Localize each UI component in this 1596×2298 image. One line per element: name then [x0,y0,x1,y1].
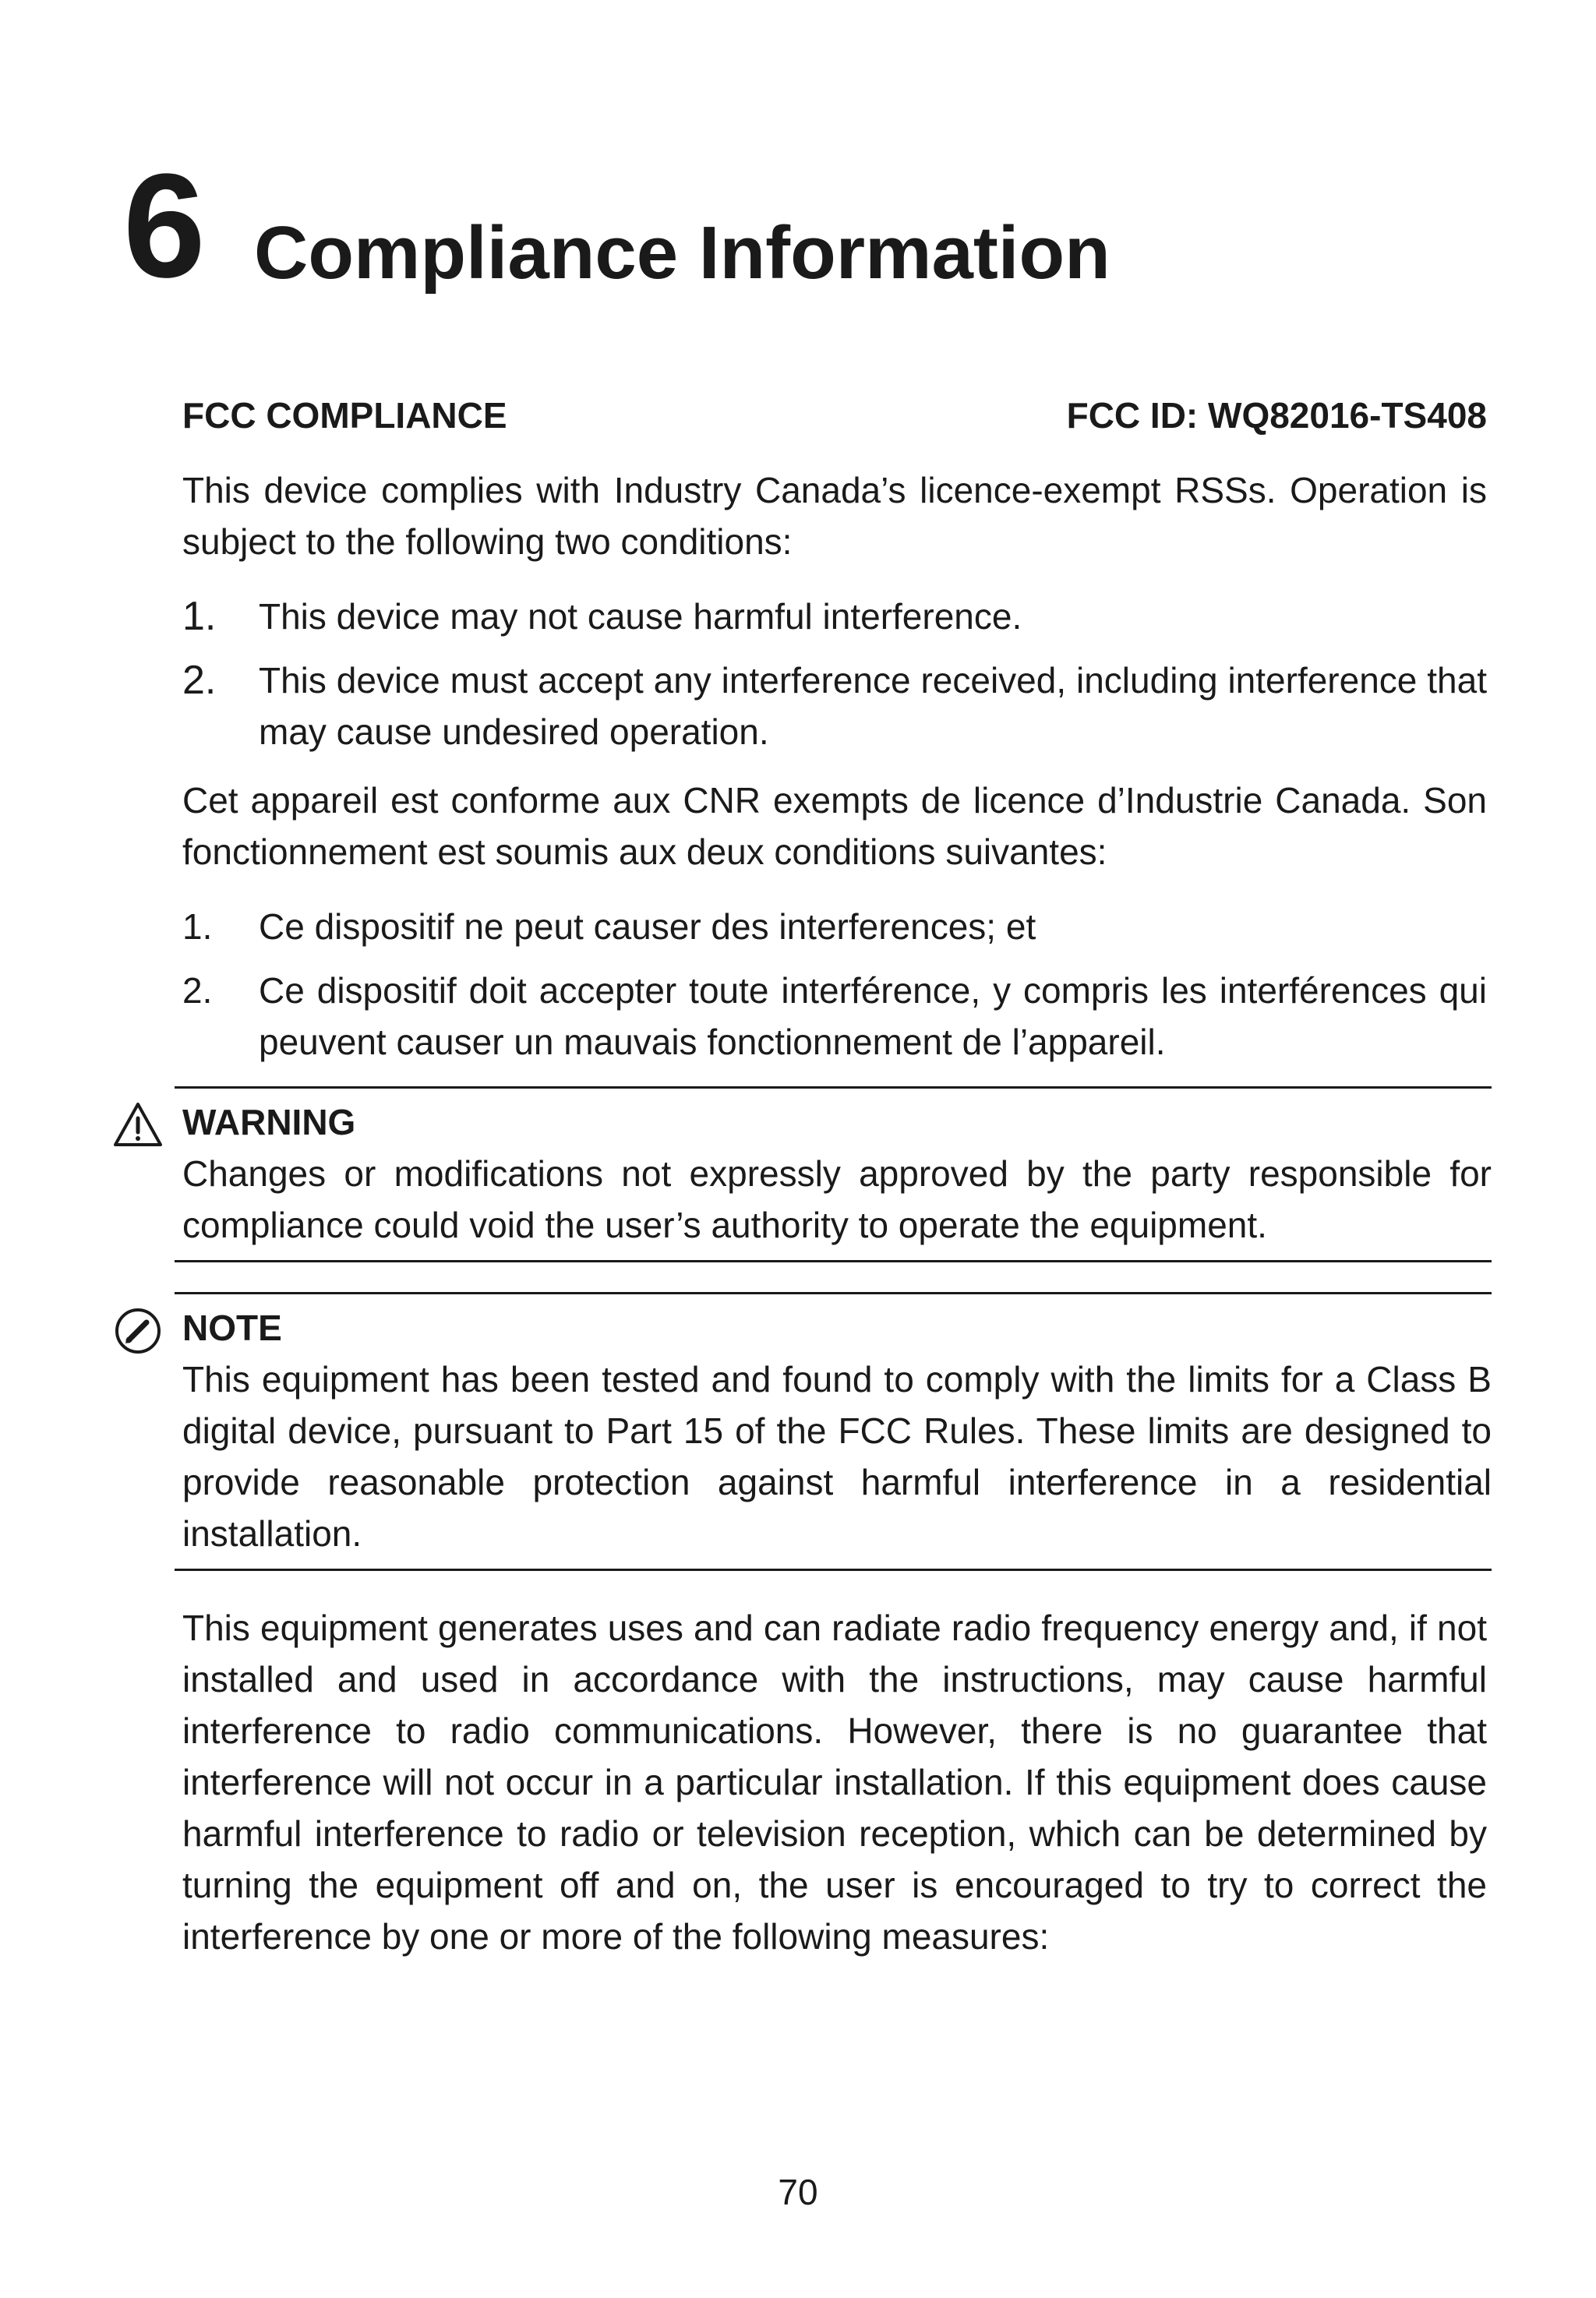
list-item-number: 1. [182,594,217,639]
note-text: This equipment has been tested and found to comply with the limits for a Class B digital device, pursuant to Part 15 of the FCC Rules. These limits are designed to provide reasonable protection against harmful interference in a residential installation. [182,1359,1492,1554]
english-conditions-list [182,591,1487,757]
fcc-compliance-heading: FCC COMPLIANCE [182,395,507,436]
fcc-id-label: FCC ID: WQ82016-TS408 [1066,395,1487,436]
warning-title: WARNING [182,1102,356,1142]
note-title: NOTE [182,1308,282,1348]
list-item-number: 2. [182,658,217,703]
list-item [182,901,1487,952]
french-conditions-list [182,901,1487,1068]
pencil-note-icon [112,1305,164,1357]
warning-callout [175,1086,1492,1262]
english-intro: This device complies with Industry Canada’s licence-exempt RSSs. Operation is subject to the following two conditions: [182,470,1487,562]
chapter-heading [123,143,1526,319]
fcc-header [182,390,1487,441]
list-item-number: 1. [182,906,213,947]
list-item [182,965,1487,1068]
warning-text: Changes or modifications not expressly approved by the party responsible for compliance could void the user’s authority to operate the equipment. [182,1153,1492,1245]
page-number: 70 [778,2172,818,2212]
page-content [182,390,1492,1962]
note-callout [175,1292,1492,1571]
list-item [182,591,1487,642]
closing-paragraph: This equipment generates uses and can radiate radio frequency energy and, if not installed and used in accordance with the instructions, may cause harmful interference to radio communications. However, there is no guarantee that interference will not occur in a particular installation. If this equipment does cause harmful interference to radio or television reception, which can be determined by turning the equipment off and on, the user is encouraged to try to correct the interference by one or more of the following measures: [182,1608,1487,1957]
list-item-text: This device must accept any interference received, including interference that may cause undesired operation. [259,660,1487,752]
list-item-text: This device may not cause harmful interference. [259,596,1022,637]
list-item-text: Ce dispositif doit accepter toute interférence, y compris les interférences qui peuvent causer un mauvais fonctionnement de l’appareil. [259,970,1487,1062]
chapter-number: 6 [123,143,206,309]
list-item-number: 2. [182,970,213,1011]
chapter-title: Compliance Information [254,211,1110,295]
french-intro: Cet appareil est conforme aux CNR exempts de licence d’Industrie Canada. Son fonctionnement est soumis aux deux conditions suivantes: [182,780,1487,872]
warning-triangle-icon [112,1100,164,1151]
list-item-text: Ce dispositif ne peut causer des interferences; et [259,906,1036,947]
list-item [182,655,1487,757]
